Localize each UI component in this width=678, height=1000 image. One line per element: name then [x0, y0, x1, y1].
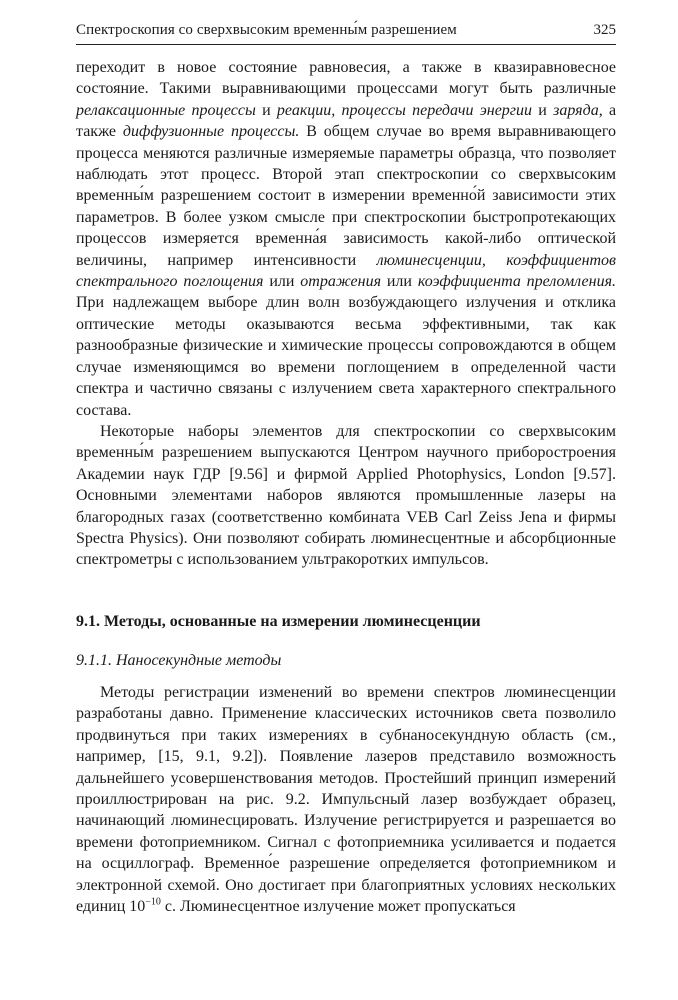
emphasis-term: диффузионные процессы.	[122, 123, 300, 141]
text-run: переходит в новое состояние равновесия, а также в квазиравновесное состояние. Такими выравнивающими процессами могут быть различные	[76, 59, 616, 98]
paragraph-continuation	[76, 57, 616, 421]
paragraph-methods	[76, 682, 616, 917]
text-run: с. Люминесцентное излучение может пропускаться	[160, 898, 516, 916]
emphasis-term: коэффициента преломления.	[417, 273, 617, 291]
exponent: −10	[145, 896, 161, 908]
emphasis-term: отражения	[300, 273, 381, 291]
emphasis-term: люминесценции, коэффициентов спектрального поглощения	[76, 251, 617, 291]
text-run: При надлежащем выборе длин волн возбуждающего излучения и отклика оптические методы оказываются весьма эффективными, так как разнообразные физические и химические процессы сопровождаются в общем случае изменяющимся во времени поглощением в определенной части спектра и частично связаны с излучением света характерного спектрального состава.	[76, 294, 616, 419]
text-run: В общем случае во время выравнивающего процесса меняются различные измеряемые параметры образца, что позволяет наблюдать этот процесс. Второй этап спектроскопии со сверхвысоким временны́м разрешением состоит в измерении временно́й зависимости этих параметров. В более узком смысле при спектроскопии быстропротекающих процессов измеряется временна́я зависимость какой-либо оптической величины, например интенсивности	[76, 123, 616, 269]
section-text-block	[76, 682, 616, 917]
emphasis-term: релаксационные процессы	[76, 101, 256, 119]
main-text-block	[76, 57, 616, 571]
running-header	[76, 16, 616, 45]
page-number: 325	[593, 22, 616, 38]
text-run: Методы регистрации изменений во времени спектров люминесценции разработаны давно. Применение классических источников света позволило продвинуться при таких измерениях в субнаносекундную область (см., например, [15, 9.1, 9.2]). Появление лазеров представило возможность дальнейшего усовершенствования методов. Простейший принцип измерений проиллюстрирован на рис. 9.2. Импульсный лазер возбуждает образец, начинающий люминесцировать. Излучение регистрируется и разрешается во времени фотоприемником. Сигнал с фотоприемника усиливается и подается на осциллограф. Временно́е разрешение определяется фотоприемником и электронной схемой. Оно достигает при благоприятных условиях нескольких единиц 10	[76, 684, 616, 916]
section-heading: 9.1. Методы, основанные на измерении люминесценции	[76, 613, 481, 630]
text-run: и	[255, 101, 277, 119]
subsection-heading: 9.1.1. Наносекундные методы	[76, 652, 282, 669]
text-run: или	[263, 273, 301, 291]
text-run: и	[532, 101, 554, 119]
emphasis-term: заряда,	[553, 101, 603, 119]
running-header-title: Спектроскопия со сверхвысоким временны́м разрешением	[76, 22, 457, 38]
emphasis-term: реакции, процессы передачи энергии	[276, 101, 533, 119]
text-run: или	[381, 273, 418, 291]
paragraph-equipment: Некоторые наборы элементов для спектроскопии со сверхвысоким временны́м разрешением выпускаются Центром научного приборостроения Академии наук ГДР [9.56] и фирмой Applied Photophysics, London [9.57]. Основными элементами наборов являются промышленные лазеры на благородных газах (соответственно комбината VEB Carl Zeiss Jena и фирмы Spectra Physics). Они позволяют собирать люминесцентные и абсорбционные спектрометры с использованием ультракоротких импульсов.	[76, 422, 616, 569]
text-run: а также	[76, 101, 617, 141]
